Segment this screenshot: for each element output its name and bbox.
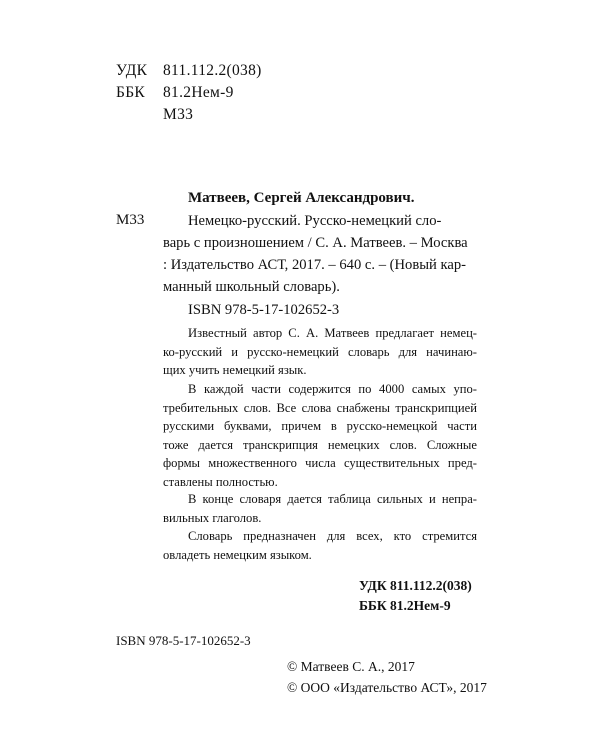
udk-label: УДК <box>116 62 148 79</box>
udk-line-top <box>116 62 262 80</box>
annotation-line: вильных глаголов. <box>163 510 262 525</box>
bbk-line-top <box>116 84 234 102</box>
entry-line-4: манный школьный словарь). <box>163 279 340 295</box>
isbn-bottom: ISBN 978-5-17-102652-3 <box>116 633 251 648</box>
annotation-line: Известный автор С. А. Матвеев предлагает немец- <box>188 326 477 340</box>
bbk-bottom: ББК 81.2Нем-9 <box>359 598 451 613</box>
annotation-line: В конце словаря дается таблица сильных и непра- <box>188 492 477 506</box>
annotation-line: В каждой части содержится по 4000 самых упо- <box>188 382 477 396</box>
annotation-para-2 <box>163 380 477 492</box>
annotation-line: тоже дается транскрипция немецких слов. Сложные <box>163 437 477 452</box>
entry-line-3: : Издательство АСТ, 2017. – 640 с. – (Новый кар- <box>163 257 466 273</box>
author-mark-top: М33 <box>163 106 194 123</box>
udk-bottom: УДК 811.112.2(038) <box>359 578 472 593</box>
annotation-para-4 <box>163 527 477 564</box>
annotation-line: щих учить немецкий язык. <box>163 363 307 378</box>
entry-author-mark: М33 <box>116 212 145 228</box>
annotation-para-1 <box>163 324 477 380</box>
annotation-line: формы множественного числа существительных пред- <box>163 456 477 471</box>
annotation-line: Словарь предназначен для всех, кто стремится <box>188 529 477 543</box>
annotation-line: ставлены полностью. <box>163 474 278 489</box>
entry-line-1: Немецко-русский. Русско-немецкий сло- <box>188 213 442 229</box>
entry-author: Матвеев, Сергей Александрович. <box>188 190 415 206</box>
entry-line-2: варь с произношением / С. А. Матвеев. – Москва <box>163 235 468 251</box>
annotation-line: русскими буквами, причем в русско-немецкой части <box>163 419 477 434</box>
bbk-value: 81.2Нем-9 <box>163 84 234 101</box>
annotation-line: овладеть немецким языком. <box>163 547 312 562</box>
copyright-publisher: © ООО «Издательство АСТ», 2017 <box>287 680 487 695</box>
bbk-label: ББК <box>116 84 146 101</box>
annotation-line: ко-русский и русско-немецкий словарь для начинаю- <box>163 344 477 359</box>
udk-value: 811.112.2(038) <box>163 62 262 79</box>
copyright-author: © Матвеев С. А., 2017 <box>287 659 415 674</box>
entry-isbn: ISBN 978-5-17-102652-3 <box>188 302 340 318</box>
annotation-line: требительных слов. Все слова снабжены транскрипцией <box>163 400 477 415</box>
annotation-para-3 <box>163 490 477 527</box>
